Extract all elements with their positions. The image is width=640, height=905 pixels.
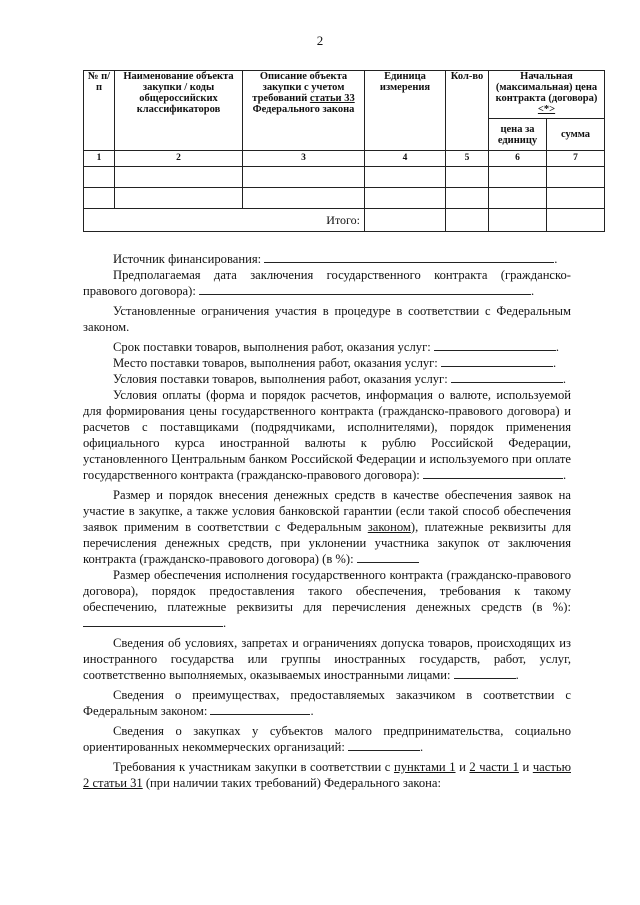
article-33-link[interactable]: статьи 33 [309,93,355,104]
col-number: 6 [489,151,547,167]
col-number: 4 [365,151,446,167]
delivery-conditions-field[interactable] [451,371,563,383]
document-body [83,251,571,791]
col-number: 2 [115,151,243,167]
header-unit-price: цена за единицу [489,119,547,151]
delivery-conditions: Условия поставки товаров, выполнения работ, оказания услуг: . [113,372,567,386]
points-link[interactable]: пунктами 1 [393,760,456,774]
page-number: 2 [316,33,324,48]
payment-conditions-field[interactable] [423,467,563,479]
small-business-field[interactable] [348,739,420,751]
delivery-place-field[interactable] [441,355,553,367]
header-name: Наименование объекта закупки / коды общероссийских классификаторов [115,71,243,151]
contract-date-field[interactable] [199,283,531,295]
table-row [84,167,605,188]
procurement-table [83,70,605,232]
column-numbers-row [84,151,605,167]
contract-date: Предполагаемая дата заключения государственного контракта (гражданско-правового договора): . [83,268,571,298]
col-number: 3 [243,151,365,167]
participant-requirements: Требования к участникам закупки в соответствии с пунктами 1 и 2 части 1 и частью 2 статьи 31 (при наличии таких требований) Федерального закона: [83,760,571,790]
performance-security: Размер обеспечения исполнения государственного контракта (гражданско-правового договора), порядок предоставления такого обеспечения, требования к такому обеспечению, платежные реквизиты для перечисления денежных средств (в %): . [83,568,571,630]
customer-preferences-field[interactable] [210,703,310,715]
customer-preferences: Сведения о преимуществах, предоставляемых заказчиком в соответствии с Федеральным законом: . [83,688,571,718]
delivery-term: Срок поставки товаров, выполнения работ, оказания услуг: . [113,340,560,354]
part-1-link[interactable]: 2 части 1 [469,760,519,774]
header-quantity: Кол-во [446,71,489,151]
col-number: 5 [446,151,489,167]
col-number: 7 [547,151,605,167]
header-sum: сумма [547,119,605,151]
performance-security-field[interactable] [83,615,223,627]
header-no: № п/п [84,71,115,151]
header-price: Начальная (максимальная) цена контракта (договора) <*> [489,71,605,119]
small-business-purchases: Сведения о закупках у субъектов малого предпринимательства, социально ориентированных некоммерческих организаций: . [83,724,571,754]
delivery-term-field[interactable] [434,339,556,351]
participation-restrictions: Установленные ограничения участия в процедуре в соответствии с Федеральным законом. [83,304,571,334]
col-number: 1 [84,151,115,167]
foreign-goods-restrictions: Сведения об условиях, запретах и ограничениях допуска товаров, происходящих из иностранного государства или группы иностранных государств, работ, услуг, соответственно выполняемых, оказываемых иностранными лицами: . [83,636,571,682]
header-unit: Единица измерения [365,71,446,151]
bid-security: Размер и порядок внесения денежных средств в качестве обеспечения заявок на участие в закупке, а также условия банковской гарантии (если такой способ обеспечения заявок применим в соответствии с Федеральным законом), платежные реквизиты для перечисления денежных средств, при уклонении участника закупок от заключения контракта (гражданско-правового договора) (в %): [83,488,571,566]
delivery-place: Место поставки товаров, выполнения работ, оказания услуг: . [113,356,557,370]
funding-source-field[interactable] [264,251,554,263]
footnote-link[interactable]: <*> [537,104,556,115]
payment-conditions: Условия оплаты (форма и порядок расчетов, информация о валюте, используемой для формирования цены государственного контракта (гражданско-правового договора) и расчетов с поставщиками (подрядчиками, исполнителями), порядок применения официального курса иностранной валюты к рублю Российской Федерации, установленного Центральным банком Российской Федерации и используемого при оплате государственного контракта (гражданско-правового договора): . [83,388,571,482]
federal-law-link[interactable]: законом [367,520,411,534]
funding-source: Источник финансирования: . [113,252,558,266]
header-description: Описание объекта закупки с учетом требований статьи 33 Федерального закона [243,71,365,151]
table-row [84,188,605,209]
foreign-goods-field[interactable] [454,667,516,679]
bid-security-field[interactable] [357,551,419,563]
total-row [84,209,605,232]
total-label: Итого: [84,209,365,232]
article-31-link[interactable]: частью 2 статьи 31 [83,760,571,790]
